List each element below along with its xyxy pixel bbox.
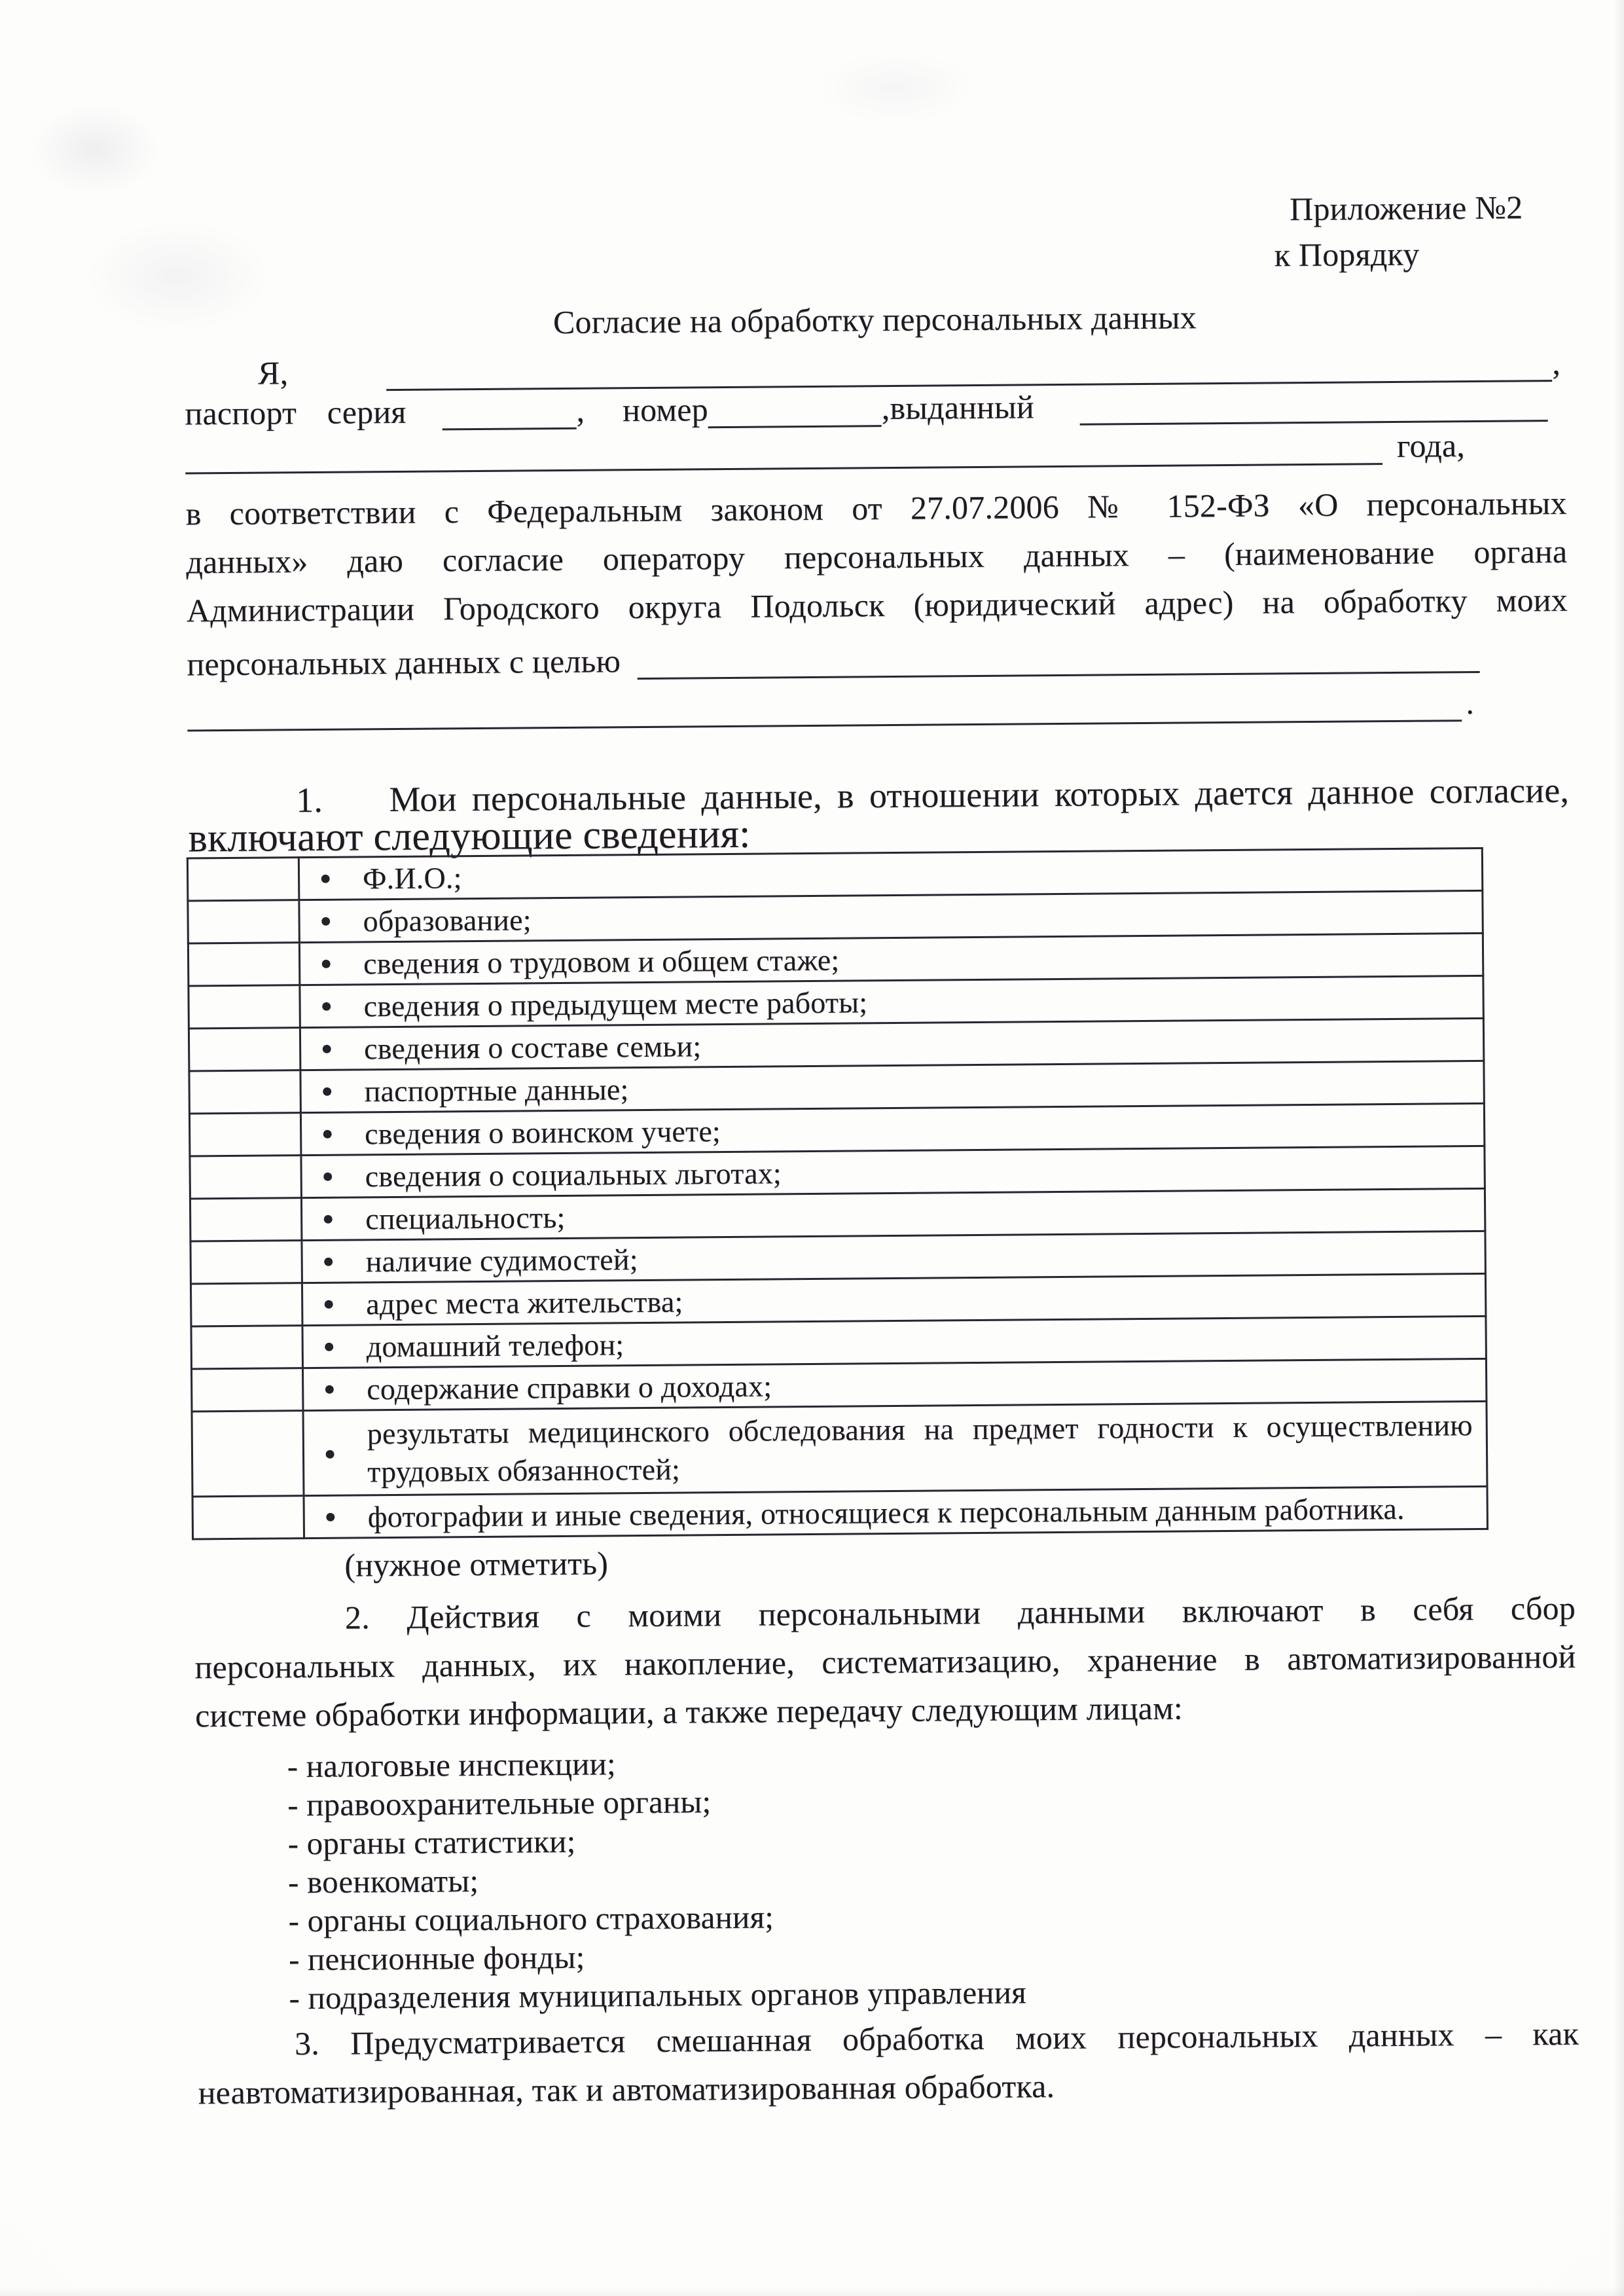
recipient-item: - пенсионные фонды;: [288, 1939, 585, 1978]
law-line: Администрации Городского округа Подольск (юридический адрес) на обработку моих: [186, 581, 1568, 629]
bullet-icon: ●: [321, 1080, 333, 1102]
section1-number: 1.: [295, 780, 323, 820]
number-blank-line: [708, 392, 882, 428]
checkbox-cell: [190, 1198, 302, 1241]
mark-needed-note: (нужное отметить): [344, 1544, 609, 1584]
bullet-icon: ●: [322, 1207, 334, 1230]
bullet-icon: ●: [323, 1292, 335, 1315]
scan-smudge: [817, 51, 975, 124]
personal-data-item: сведения о социальных льготах;: [365, 1156, 782, 1193]
bullet-icon: ●: [323, 1442, 336, 1465]
indent-spacer: [185, 392, 258, 393]
intro-line-year: [185, 428, 1566, 475]
bullet-icon: ●: [324, 1505, 337, 1527]
purpose-label: персональных данных с целью: [187, 642, 621, 683]
checkbox-cell: [191, 1326, 303, 1369]
passport-series-label: паспорт серия: [185, 393, 406, 432]
issued-label: ,выданный: [881, 388, 1035, 427]
bullet-icon: ●: [322, 1250, 334, 1272]
section3-line: неавтоматизированная, так и автоматизированная обработка.: [198, 2068, 1055, 2111]
scan-edge-shadow: [1614, 0, 1624, 2296]
checkbox-cell: [188, 943, 300, 986]
bullet-icon: ●: [323, 1335, 335, 1357]
section3-paragraph: [198, 2009, 1579, 2117]
purpose-continuation-line: [187, 679, 1568, 732]
bullet-icon: ●: [323, 1377, 336, 1400]
checkbox-cell: [192, 1411, 304, 1497]
document-title: Согласие на обработку персональных данных: [552, 299, 1197, 341]
section2-line: персональных данных, их накопление, систематизацию, хранение в автоматизированной: [194, 1637, 1576, 1686]
personal-data-item: сведения о воинском учете;: [364, 1114, 721, 1150]
checkbox-cell: [189, 985, 300, 1029]
personal-data-item: образование;: [363, 902, 532, 938]
personal-data-item: сведения о составе семьи;: [363, 1029, 702, 1065]
bullet-icon: ●: [321, 1037, 333, 1059]
intro-line-name: [185, 346, 1566, 393]
section1-subheading: включают следующие сведения:: [188, 811, 751, 861]
checkbox-cell: [192, 1496, 304, 1539]
intro-line-passport: [185, 386, 1566, 433]
section2-paragraph: [194, 1584, 1577, 1740]
bullet-icon: ●: [321, 1165, 334, 1187]
trailing-comma: ,: [1552, 344, 1561, 382]
bullet-icon: ●: [319, 867, 332, 889]
section3-line: 3. Предусматривается смешанная обработка моих персональных данных – как: [294, 2014, 1579, 2062]
checkbox-cell: [191, 1368, 303, 1412]
recipient-item: - правоохранительные органы;: [287, 1783, 712, 1823]
checkbox-cell: [188, 900, 300, 943]
blank-line: [187, 680, 1462, 731]
appendix-number: Приложение №2: [1289, 189, 1523, 228]
bullet-icon: ●: [321, 1122, 334, 1144]
date-blank-line: [185, 429, 1382, 474]
law-line: данных» даю согласие оператору персональных данных – (наименование органа: [186, 532, 1568, 581]
recipient-item: - военкоматы;: [287, 1863, 479, 1901]
personal-data-table: [187, 847, 1489, 1540]
issued-blank-line: [1080, 386, 1548, 426]
name-blank-line: [386, 346, 1552, 391]
recipient-item: - органы социального страхования;: [288, 1899, 774, 1939]
checkbox-cell: [190, 1156, 302, 1199]
year-label: года,: [1396, 427, 1466, 464]
section2-line: системе обработки информации, а также передачу следующим лицам:: [194, 1689, 1183, 1734]
bullet-icon: ●: [320, 994, 333, 1017]
checkbox-cell: [187, 858, 299, 901]
checkbox-cell: [189, 1070, 301, 1114]
personal-data-item: результаты медицинского обследования на предмет годности к осуществлению трудовых обязанностей;: [367, 1408, 1473, 1488]
personal-data-item: паспортные данные;: [364, 1072, 629, 1108]
law-line: в соответствии с Федеральным законом от 27.07.2006 № 152-ФЗ «О персональных: [185, 484, 1567, 532]
personal-data-item: адрес места жительства;: [366, 1285, 683, 1321]
i-label: Я,: [257, 354, 289, 392]
series-comma: ,: [576, 392, 585, 429]
purpose-blank-line: [637, 625, 1480, 680]
number-label: номер: [622, 391, 709, 429]
recipients-list: [287, 1741, 1027, 2017]
scan-edge-shadow: [0, 2287, 1624, 2296]
personal-data-item: наличие судимостей;: [365, 1242, 638, 1278]
recipient-item: - органы статистики;: [287, 1823, 576, 1862]
table-row: [192, 1401, 1487, 1497]
checkbox-cell: [189, 1028, 300, 1071]
personal-data-item: сведения о предыдущем месте работы;: [363, 985, 868, 1023]
section1-heading-text: Мои персональные данные, в отношении которых дается данное согласие,: [389, 770, 1570, 820]
personal-data-item: домашний телефон;: [366, 1327, 624, 1363]
appendix-reference: к Порядку: [1274, 235, 1420, 274]
personal-data-item: Ф.И.О.;: [362, 860, 462, 895]
personal-data-item: содержание справки о доходах;: [367, 1368, 772, 1406]
bullet-icon: ●: [320, 952, 333, 974]
recipient-item: - подразделения муниципальных органов управления: [289, 1974, 1027, 2016]
checkbox-cell: [190, 1283, 302, 1326]
bullet-icon: ●: [319, 909, 332, 932]
series-blank-line: [442, 394, 576, 431]
sentence-period: .: [1466, 684, 1475, 721]
personal-data-item: специальность;: [365, 1200, 566, 1235]
checkbox-cell: [189, 1113, 301, 1156]
personal-data-item: фотографии и иные сведения, относящиеся к персональным данным работника.: [367, 1491, 1405, 1533]
scan-smudge: [29, 103, 160, 196]
recipient-item: - налоговые инспекции;: [287, 1745, 616, 1785]
personal-data-item: сведения о трудовом и общем стаже;: [363, 943, 840, 980]
consent-paragraph: [185, 479, 1568, 683]
section2-line: 2. Действия с моими персональными данными включают в себя сбор: [344, 1589, 1576, 1636]
checkbox-cell: [190, 1241, 302, 1284]
